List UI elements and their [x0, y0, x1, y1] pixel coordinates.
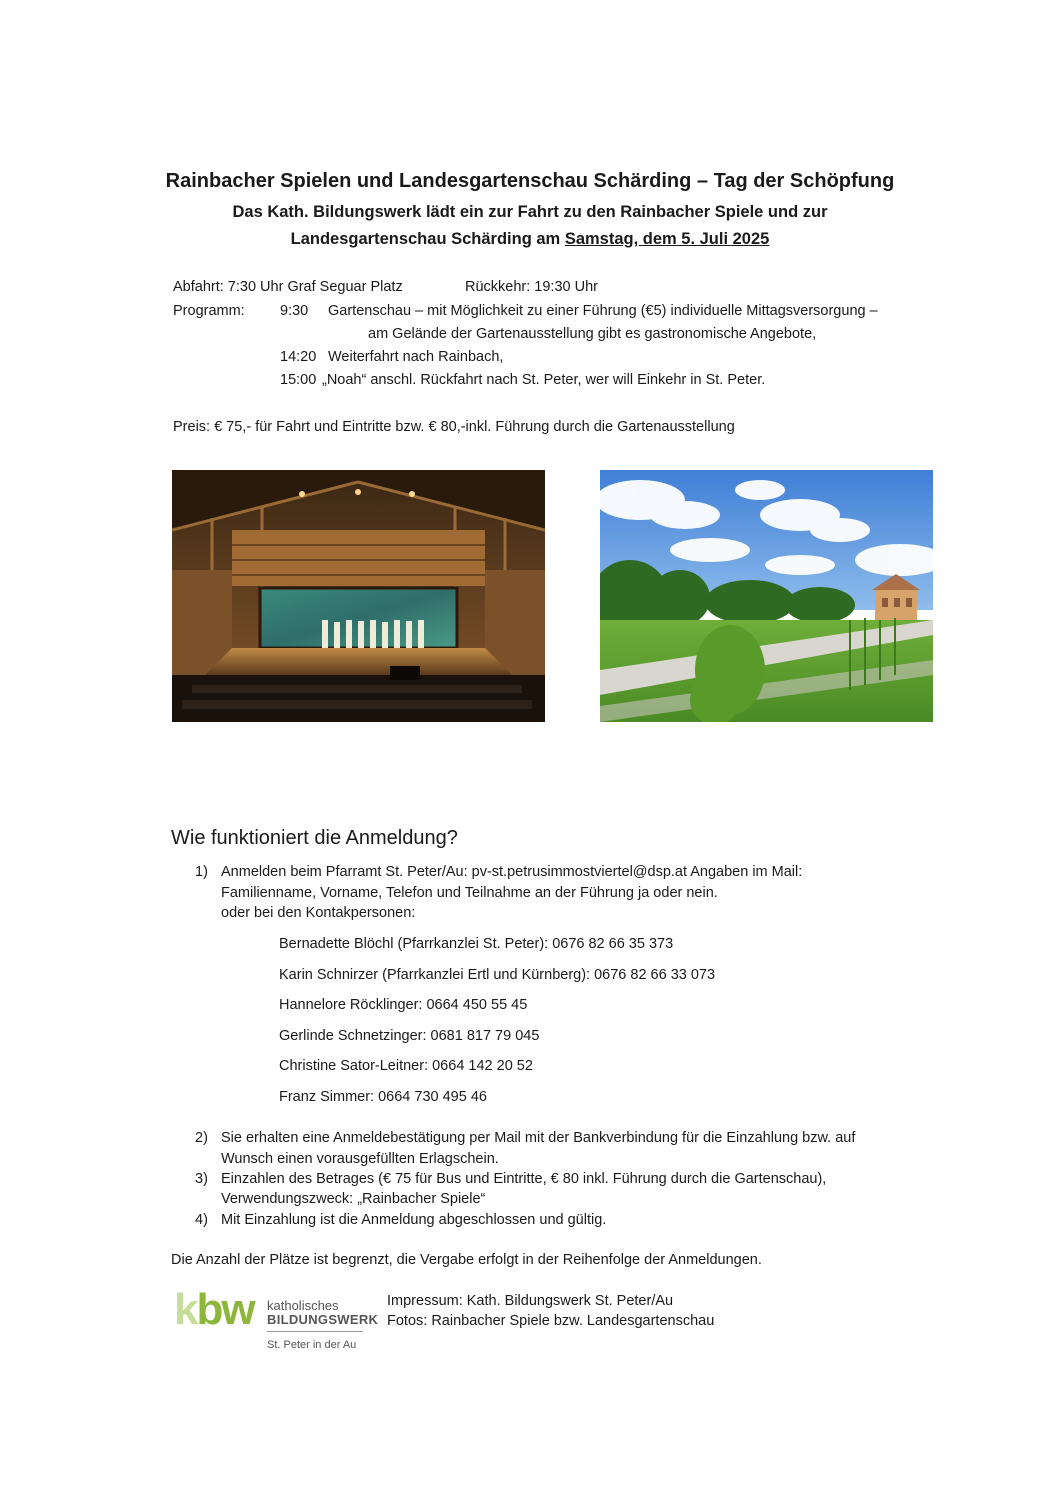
program-time-4: 15:00 — [280, 372, 317, 388]
subtitle-line-2 — [0, 230, 1060, 249]
program-label: Programm: — [173, 303, 245, 319]
logo-mark — [174, 1285, 254, 1334]
program-text-4: „Noah“ anschl. Rückfahrt nach St. Peter, wer will Einkehr in St. Peter. — [322, 372, 766, 388]
step-2-line-1: Sie erhalten eine Anmeldebestätigung per Mail mit der Bankverbindung für die Einzahlung bzw. auf — [221, 1130, 856, 1146]
contact-item: Karin Schnirzer (Pfarrkanzlei Ertl und Kürnberg): 0676 82 66 33 073 — [279, 967, 716, 983]
departure-text: Abfahrt: 7:30 Uhr Graf Seguar Platz — [173, 279, 403, 295]
program-text-2: am Gelände der Gartenausstellung gibt es gastronomische Angebote, — [368, 326, 817, 342]
step-2-line-2: Wunsch einen vorausgefüllten Erlagschein. — [221, 1151, 499, 1167]
registration-heading: Wie funktioniert die Anmeldung? — [171, 827, 458, 849]
step-3-number: 3) — [195, 1171, 208, 1187]
page-title: Rainbacher Spielen und Landesgartenschau Schärding – Tag der Schöpfung — [165, 170, 895, 192]
subtitle-prefix: Landesgartenschau Schärding am — [290, 230, 565, 248]
step-3-line-2: Verwendungszweck: „Rainbacher Spiele“ — [221, 1191, 486, 1207]
program-text-1: Gartenschau – mit Möglichkeit zu einer Führung (€5) individuelle Mittagsversorgung – — [328, 303, 878, 319]
contact-item: Franz Simmer: 0664 730 495 46 — [279, 1089, 487, 1105]
impressum-text: Impressum: Kath. Bildungswerk St. Peter/Au — [387, 1293, 674, 1309]
kbw-logo — [174, 1285, 379, 1358]
program-time-1: 9:30 — [280, 303, 309, 319]
logo-bw: bw — [196, 1285, 254, 1334]
step-1-line-1: Anmelden beim Pfarramt St. Peter/Au: pv-st.petrusimmostviertel@dsp.at Angaben im Mail: — [221, 864, 803, 880]
return-text: Rückkehr: 19:30 Uhr — [465, 279, 598, 295]
program-time-3: 14:20 — [280, 349, 317, 365]
price-text: Preis: € 75,- für Fahrt und Eintritte bzw. € 80,-inkl. Führung durch die Gartenausstellung — [173, 419, 735, 435]
subtitle-line-1: Das Kath. Bildungswerk lädt ein zur Fahrt zu den Rainbacher Spiele und zur — [232, 203, 828, 221]
logo-line-1: katholisches — [267, 1298, 339, 1313]
logo-line-2: BILDUNGSWERK — [267, 1312, 379, 1327]
step-1-number: 1) — [195, 864, 208, 880]
logo-line-3: St. Peter in der Au — [267, 1339, 357, 1351]
step-4-number: 4) — [195, 1212, 208, 1228]
photo-credits: Fotos: Rainbacher Spiele bzw. Landesgartenschau — [387, 1313, 715, 1329]
step-2-number: 2) — [195, 1130, 208, 1146]
logo-k: k — [174, 1285, 197, 1334]
step-4-line-1: Mit Einzahlung ist die Anmeldung abgeschlossen und gültig. — [221, 1212, 607, 1228]
step-3-line-1: Einzahlen des Betrages (€ 75 für Bus und Eintritte, € 80 inkl. Führung durch die Gartenschau), — [221, 1171, 827, 1187]
step-1-line-2: Familienname, Vorname, Telefon und Teilnahme an der Führung ja oder nein. — [221, 885, 718, 901]
contact-item: Hannelore Röcklinger: 0664 450 55 45 — [279, 997, 528, 1013]
step-1-line-3: oder bei den Kontakpersonen: — [221, 905, 416, 921]
logo-divider — [267, 1331, 363, 1332]
garden-show-photo — [600, 470, 933, 722]
seats-note: Die Anzahl der Plätze ist begrenzt, die Vergabe erfolgt in der Reihenfolge der Anmeldungen. — [171, 1252, 762, 1268]
event-date: Samstag, dem 5. Juli 2025 — [564, 230, 770, 248]
contact-item: Christine Sator-Leitner: 0664 142 20 52 — [279, 1058, 533, 1074]
contact-item: Bernadette Blöchl (Pfarrkanzlei St. Peter): 0676 82 66 35 373 — [279, 936, 674, 952]
contact-item: Gerlinde Schnetzinger: 0681 817 79 045 — [279, 1028, 540, 1044]
theatre-stage-photo — [172, 470, 545, 722]
program-text-3: Weiterfahrt nach Rainbach, — [328, 349, 504, 365]
